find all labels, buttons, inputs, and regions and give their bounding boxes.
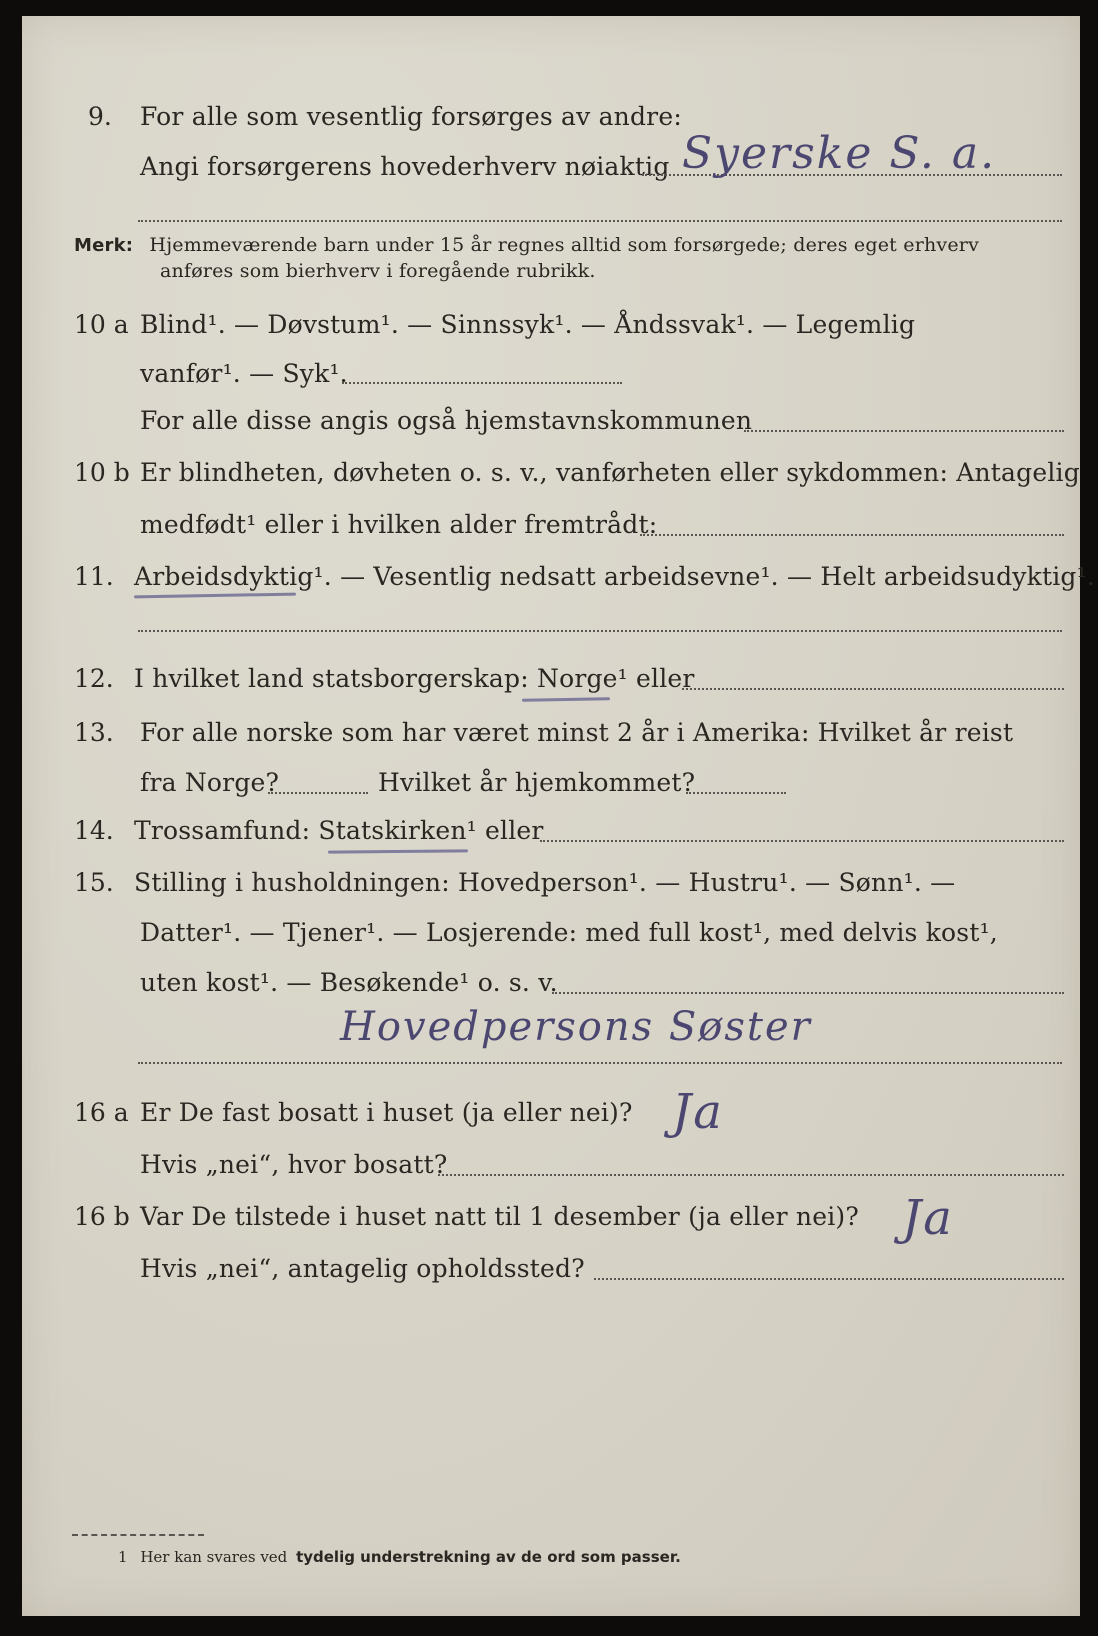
q10a-line2: vanfør¹. — Syk¹. bbox=[140, 359, 348, 388]
footnote-text-plain: Her kan svares ved bbox=[140, 1548, 288, 1566]
footnote bbox=[118, 1548, 681, 1566]
q16a-line1: Er De fast bosatt i huset (ja eller nei)? bbox=[140, 1098, 633, 1127]
merk-label: Merk: bbox=[74, 235, 134, 256]
q12-underline-mark bbox=[522, 697, 610, 702]
q11-blank-line bbox=[138, 630, 1062, 632]
q11-line1: Arbeidsdyktig¹. — Vesentlig nedsatt arbeidsevne¹. — Helt arbeidsudyktig¹. bbox=[134, 562, 1095, 591]
q16a-number: 16 a bbox=[74, 1098, 129, 1127]
q12-line1: I hvilket land statsborgerskap: Norge¹ eller bbox=[134, 664, 695, 693]
q14-number: 14. bbox=[74, 816, 114, 845]
form-page bbox=[22, 16, 1095, 1616]
q13-reist-line bbox=[268, 792, 368, 794]
q9-number: 9. bbox=[88, 102, 112, 131]
q12-answer-line bbox=[682, 688, 1064, 690]
q15-line1: Stilling i husholdningen: Hovedperson¹. — Hustru¹. — Sønn¹. — bbox=[134, 868, 956, 897]
q16b-line2: Hvis „nei“, antagelig opholdssted? bbox=[140, 1254, 585, 1283]
q9-line2: Angi forsørgerens hovederhverv nøiaktig bbox=[140, 152, 670, 181]
merk-line1: Hjemmeværende barn under 15 år regnes alltid som forsørgede; deres eget erhverv bbox=[149, 234, 980, 256]
q15-number: 15. bbox=[74, 868, 114, 897]
q15-answer-line bbox=[552, 992, 1064, 994]
q13-hjemkommet-line bbox=[686, 792, 786, 794]
q16a-bosatt-line bbox=[438, 1174, 1064, 1176]
q16b-answer: Ja bbox=[902, 1190, 954, 1246]
q15-line3: uten kost¹. — Besøkende¹ o. s. v. bbox=[140, 968, 558, 997]
q9-answer: Syerske S. a. bbox=[682, 128, 997, 179]
q16a-answer: Ja bbox=[672, 1084, 724, 1140]
q10a-kommune-line bbox=[744, 430, 1064, 432]
q13-line2b: Hvilket år hjemkommet? bbox=[378, 768, 696, 797]
merk-note bbox=[74, 234, 979, 256]
q14-underline-mark bbox=[328, 849, 468, 853]
q10a-line3: For alle disse angis også hjemstavnskommunen bbox=[140, 406, 753, 435]
q15-answer: Hovedpersons Søster bbox=[340, 1004, 812, 1050]
q16b-number: 16 b bbox=[74, 1202, 130, 1231]
q14-line1: Trossamfund: Statskirken¹ eller bbox=[134, 816, 544, 845]
q16a-line2: Hvis „nei“, hvor bosatt? bbox=[140, 1150, 448, 1179]
q13-number: 13. bbox=[74, 718, 114, 747]
q10b-line2: medfødt¹ eller i hvilken alder fremtrådt: bbox=[140, 510, 658, 539]
q10a-number: 10 a bbox=[74, 310, 129, 339]
q9-line1: For alle som vesentlig forsørges av andre: bbox=[140, 102, 682, 131]
q16b-opholdssted-line bbox=[594, 1278, 1064, 1280]
q10a-line1: Blind¹. — Døvstum¹. — Sinnssyk¹. — Åndssvak¹. — Legemlig bbox=[140, 310, 916, 339]
q13-line2a: fra Norge? bbox=[140, 768, 280, 797]
q10b-number: 10 b bbox=[74, 458, 130, 487]
footnote-rule bbox=[72, 1534, 204, 1536]
q10b-line1: Er blindheten, døvheten o. s. v., vanførheten eller sykdommen: Antagelig bbox=[140, 458, 1080, 487]
merk-line2: anføres som bierhverv i foregående rubrikk. bbox=[160, 260, 596, 282]
q16b-line1: Var De tilstede i huset natt til 1 desember (ja eller nei)? bbox=[140, 1202, 859, 1231]
footnote-mark: 1 bbox=[118, 1548, 128, 1566]
q10b-answer-line bbox=[640, 534, 1064, 536]
q13-line1: For alle norske som har været minst 2 år i Amerika: Hvilket år reist bbox=[140, 718, 1014, 747]
q9-blank-line bbox=[138, 220, 1062, 222]
q11-underline-mark bbox=[134, 593, 296, 599]
q12-number: 12. bbox=[74, 664, 114, 693]
footnote-text-bold: tydelig understrekning av de ord som passer. bbox=[296, 1548, 681, 1566]
q14-answer-line bbox=[540, 840, 1064, 842]
q15-blank-line bbox=[138, 1062, 1062, 1064]
q11-number: 11. bbox=[74, 562, 114, 591]
q10a-answer-line bbox=[342, 382, 622, 384]
q15-line2: Datter¹. — Tjener¹. — Losjerende: med full kost¹, med delvis kost¹, bbox=[140, 918, 998, 947]
